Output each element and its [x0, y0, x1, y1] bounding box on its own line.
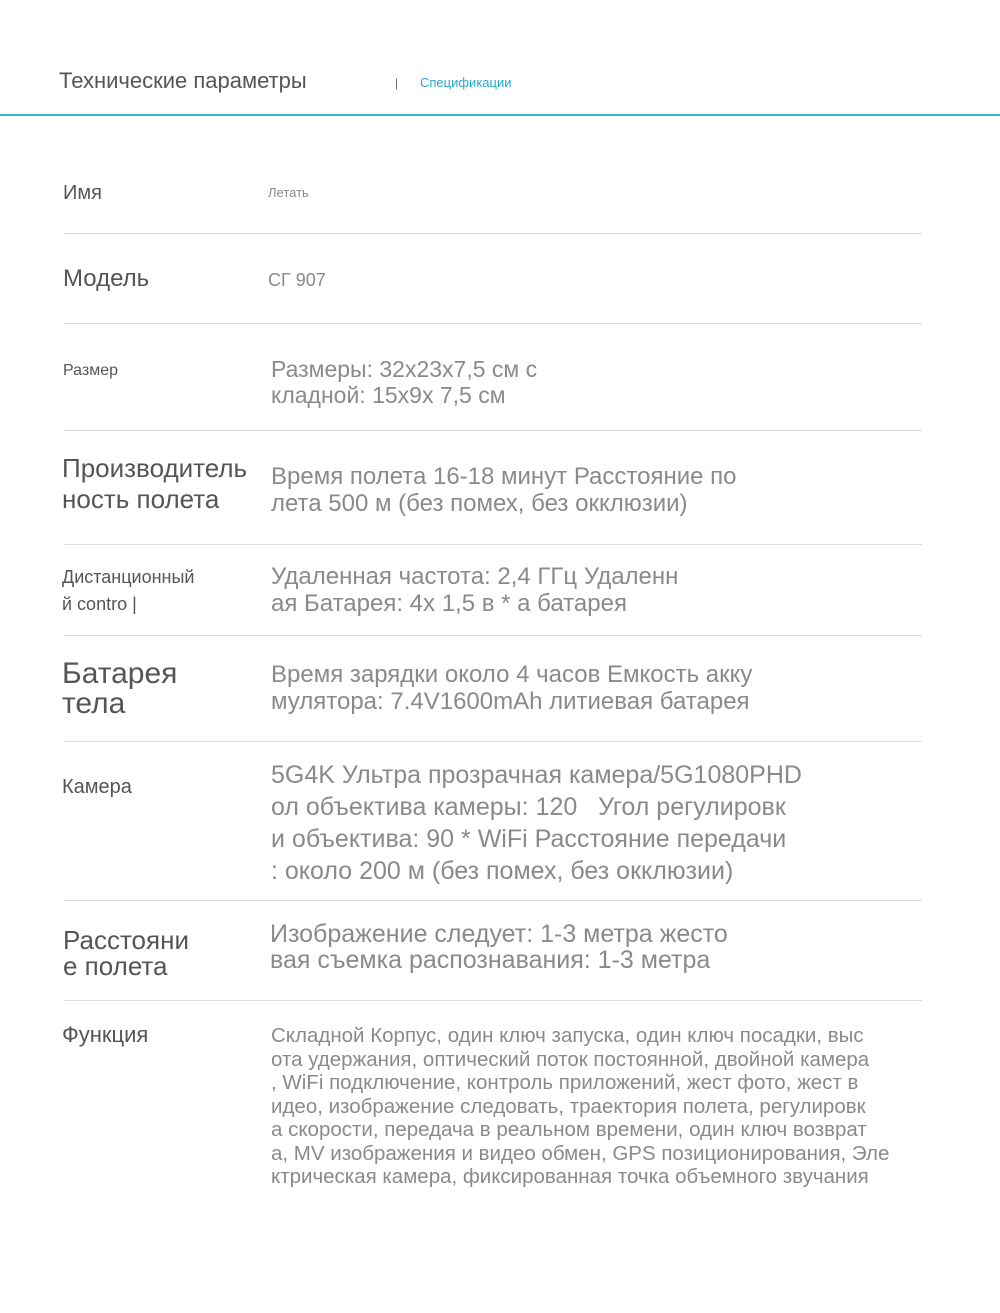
header-separator: | — [395, 76, 399, 90]
header-underline — [0, 114, 1000, 116]
row-divider — [64, 900, 922, 901]
row-divider — [64, 1000, 922, 1001]
spec-value-remote-control: Удаленная частота: 2,4 ГГц Удаленн ая Батарея: 4x 1,5 в * а батарея — [271, 563, 679, 617]
header-subtitle: Спецификации — [420, 75, 512, 90]
spec-value-model: СГ 907 — [268, 270, 326, 290]
row-divider — [64, 635, 922, 636]
spec-label-function: Функция — [62, 1022, 149, 1047]
spec-label-model: Модель — [63, 265, 150, 292]
spec-value-flight-distance: Изображение следует: 1-3 метра жесто вая съемка распознавания: 1-3 метра — [270, 920, 728, 974]
spec-value-name: Летать — [268, 185, 309, 200]
spec-value-camera: 5G4K Ультра прозрачная камера/5G1080PHD ол объектива камеры: 120 Угол регулировк и объектива: 90 * WiFi Расстояние передачи : около 200 м (без помех, без окклюзии) — [271, 761, 802, 885]
spec-value-function: Складной Корпус, один ключ запуска, один ключ посадки, выс ота удержания, оптический поток постоянной, двойной камера , WiFi подключение, контроль приложений, жест фото, жест в идео, изображение следовать, траектория полета, регулировк а скорости, передача в реальном времени, один ключ возврат а, MV изображения и видео обмен, GPS позиционирования, Эле ктрическая камера, фиксированная точка объемного звучания — [271, 1024, 890, 1188]
row-divider — [64, 323, 922, 324]
spec-label-body-battery: Батарея тела — [62, 657, 178, 720]
spec-label-size: Размер — [63, 362, 118, 379]
spec-value-flight-performance: Время полета 16-18 минут Расстояние по лета 500 м (без помех, без окклюзии) — [271, 463, 737, 517]
row-divider — [64, 233, 922, 234]
spec-label-flight-performance: Производитель ность полета — [62, 453, 248, 514]
spec-value-body-battery: Время зарядки около 4 часов Емкость акку мулятора: 7.4V1600mAh литиевая батарея — [271, 661, 753, 715]
row-divider — [64, 741, 922, 742]
spec-label-flight-distance: Расстояни е полета — [63, 925, 189, 981]
spec-label-camera: Камера — [62, 776, 132, 798]
spec-label-name: Имя — [63, 182, 102, 204]
spec-value-size: Размеры: 32x23x7,5 см с кладной: 15x9x 7,5 см — [271, 356, 538, 408]
spec-label-remote-control: Дистанционный й contro | — [62, 567, 195, 614]
row-divider — [64, 430, 922, 431]
row-divider — [64, 544, 922, 545]
page-title: Технические параметры — [59, 68, 307, 93]
